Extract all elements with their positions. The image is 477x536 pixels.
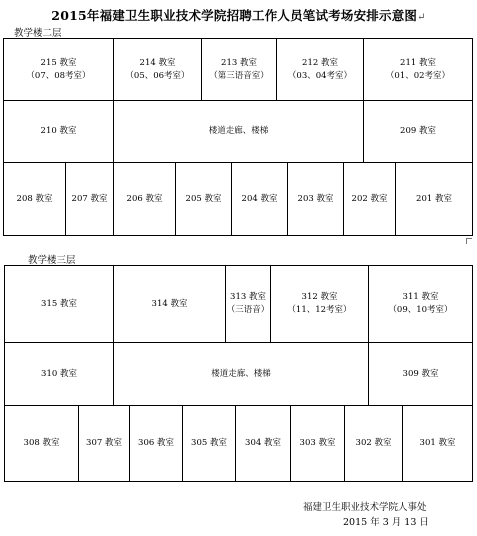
- room-name: 310 教室: [41, 368, 77, 379]
- room-name: 311 教室: [402, 292, 439, 302]
- corridor-stairs: [114, 101, 364, 163]
- room-name: 210 教室: [40, 126, 77, 136]
- room-307: 307 教室: [79, 406, 130, 481]
- room-306: 306 教室: [130, 406, 183, 481]
- room-207: 207 教室: [66, 163, 114, 235]
- room-208: 208 教室: [4, 163, 66, 235]
- room-exam: （03、04考室）: [287, 70, 353, 81]
- floor3-label: 教学楼三层: [28, 255, 76, 266]
- room-exam: （01、02考室）: [385, 70, 451, 81]
- corridor-stairs: [114, 343, 369, 406]
- room-305: 305 教室: [183, 406, 236, 481]
- room-name: 313 教室: [230, 292, 266, 302]
- room-name: 213 教室: [221, 57, 257, 68]
- floor3-grid: [4, 265, 473, 482]
- room-205: 205 教室: [176, 163, 232, 235]
- room-312: [271, 266, 369, 343]
- room-name: 312 教室: [301, 292, 338, 302]
- footer-date: 2015 年 3 月 13 日: [343, 517, 429, 528]
- room-314: [114, 266, 226, 343]
- room-204: 204 教室: [232, 163, 288, 235]
- room-exam: （07、08考室）: [26, 70, 91, 81]
- room-name: 215 教室: [40, 57, 77, 68]
- room-name: 315 教室: [41, 298, 77, 309]
- floor2-grid: [3, 38, 473, 236]
- room-202: 202 教室: [344, 163, 396, 235]
- room-name: 214 教室: [139, 57, 176, 68]
- room-308: 308 教室: [5, 406, 79, 481]
- room-exam: （三语音）: [226, 305, 270, 315]
- room-213: [202, 39, 277, 101]
- page-title: [0, 6, 477, 24]
- corridor-label: 楼道走廊、楼梯: [208, 126, 269, 136]
- room-303: 303 教室: [291, 406, 345, 481]
- room-exam: （05、06考室）: [125, 70, 190, 81]
- room-215: [4, 39, 114, 101]
- room-302: 302 教室: [345, 406, 403, 481]
- title-text: 2015年福建卫生职业技术学院招聘工作人员笔试考场安排示意图: [51, 8, 418, 23]
- room-209: [364, 101, 472, 163]
- room-310: [5, 343, 114, 406]
- page-corner-mark: [466, 238, 472, 244]
- room-name: 209 教室: [400, 126, 436, 136]
- room-311: [369, 266, 472, 343]
- room-name: 211 教室: [400, 57, 436, 68]
- room-211: [364, 39, 472, 101]
- room-315: [5, 266, 114, 343]
- room-212: [277, 39, 364, 101]
- corridor-label: 楼道走廊、楼梯: [211, 368, 271, 379]
- room-309: [369, 343, 472, 406]
- room-203: 203 教室: [288, 163, 344, 235]
- room-exam: （第三语音室）: [209, 70, 269, 81]
- room-name: 309 教室: [402, 368, 439, 379]
- footer-org: 福建卫生职业技术学院人事处: [303, 502, 427, 513]
- room-210: [4, 101, 114, 163]
- room-name: 314 教室: [151, 298, 188, 309]
- return-mark-icon: ↵: [417, 12, 426, 23]
- room-304: 304 教室: [236, 406, 291, 481]
- room-214: [114, 39, 202, 101]
- room-313: [226, 266, 271, 343]
- room-exam: （11、12考室）: [287, 305, 352, 315]
- room-201: 201 教室: [416, 193, 452, 204]
- floor2-label: 教学楼二层: [14, 28, 62, 39]
- room-206: 206 教室: [114, 163, 176, 235]
- room-exam: （09、10考室）: [388, 305, 453, 315]
- room-name: 212 教室: [302, 57, 338, 68]
- room-301: 301 教室: [419, 438, 456, 448]
